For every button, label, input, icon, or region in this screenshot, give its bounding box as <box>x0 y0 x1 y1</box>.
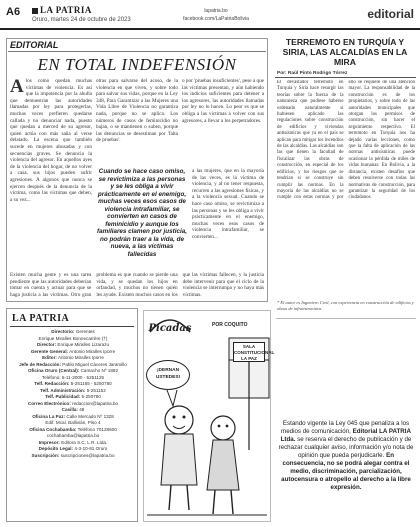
editorial-divider <box>8 51 266 52</box>
facebook-link[interactable]: facebook.com/LaPatriaBolivia <box>183 16 249 22</box>
masthead-row-label: Depósito Legal: <box>38 446 74 451</box>
masthead-divider <box>10 326 134 327</box>
cartoon-logo-graphic <box>146 312 194 338</box>
masthead-row-label: Jefe de Redacción: <box>19 361 61 367</box>
header-links <box>176 7 256 23</box>
notice-divider <box>276 318 416 319</box>
header-divider <box>0 28 420 30</box>
masthead-row-label: Oficina La Paz: <box>32 413 66 419</box>
masthead-row-label: Oficina Cochabamba: <box>29 426 77 432</box>
masthead-row-label: Directorio: <box>51 329 75 334</box>
editorial-bottom-text: Existen mucha gente y es una tarea pendiente que las autoridades deberían tomar en cuenta y actuar para que se haga justicia a las víctimas. Otro gran problema es que cuando se pierde una vida, y se quedan los hijos en orfandad, y muchos no tienen quién les ayude. Existen muchos casos en los que las víctimas fallecen, y la justicia debe intervenir para que el ciclo de la violencia se interrumpa y no haya más víctimas. <box>10 272 264 298</box>
brand-logo <box>32 5 92 15</box>
masthead-row-value: Antonio Miralles Iporre <box>69 348 116 354</box>
masthead-row-value: Enrique Miralles Lizarazu <box>57 342 109 347</box>
header-date: Oruro, martes 24 de octubre de 2023 <box>32 17 131 23</box>
masthead-row-label: Director: <box>36 342 57 347</box>
editorial-column-1 <box>10 78 92 270</box>
masthead-row-value: Enrique Miralles Bonnecarrère (†) <box>38 335 108 341</box>
editorial-bottom <box>10 272 264 298</box>
masthead-title: LA PATRIA <box>12 313 70 324</box>
cartoon-sign: SALA CONSTITUCIONAL LA PAZ <box>234 344 275 361</box>
masthead-row-value: 5-250780 <box>81 394 101 399</box>
masthead-row-value: Pablo Miguel Cáceres Jaramillo <box>62 361 127 367</box>
page-header <box>0 0 420 34</box>
article-author-note: * El autor es Ingeniero Civil, con experiencia en construcción de edificios y obras de infraestructura. <box>277 300 414 311</box>
editorial-column-1-text: los como quedan muchas víctimas de violencia. Es así que la impotencia por la ahulla que demuestran las autoridades llamadas por ley para protegerlas, muchas veces prefieren quedarse callada y no denunciar nada, puesto que quedan a merced de su agresor, quien actúa con más saña al verse delatado. La escena que también sucede en mujeres abusadas y con secuencias graves. Se denuncia la violencia del agresor. En aquellos ayes de la violencia del hogar, de no volver a casa, sus hijos pueden sufrir agresiones. A algunos que nunca se ejercen después de la denuncia de la víctima, como las víctimas que deben, a su vez... <box>10 78 92 203</box>
masthead-row-label: Oficina Oruro (Central): <box>27 368 80 373</box>
masthead-row-label: Telf. Redacción: <box>34 381 70 386</box>
masthead-row-label: Casilla: <box>61 407 78 412</box>
brand-mark-icon <box>32 8 38 14</box>
masthead-row-label: Telf. Administración: <box>40 387 86 393</box>
masthead-row-value: redaccion@lapatria.bo <box>72 400 119 406</box>
masthead-row-value: Calle Mercado Nº 1328 <box>66 413 114 419</box>
masthead-row-value: Edif. Mcal. Ballivián, Piso 4 <box>45 420 101 425</box>
notice-text-2: se reserva el derecho de publicación y de rechazar cualquier aviso, información y/o nota de opinión que pueda perjudicarle. <box>278 436 414 459</box>
masthead-row-label: Telf. Publicidad: <box>45 394 81 399</box>
notice-text-1: Estando vigente la Ley 045 que penaliza a los medios de comunicación, <box>281 420 410 435</box>
article-body: El devastador terremoto en Turquía y Siria hace resurgir las teorías sobre la fuerza de la naturaleza que pudiese haberse ordenado naturalmente si hubiesen aplicado las regulaciones sobre construcción de edificios y viviendas antisísmicas que ya en el país se aplican para mitigar los incendios de las alcaldías. Las alcaldías son las que tienen la facultad de fiscalizar las obras de construcción, en especial de los edificios, y los riesgos que se tendrían si se construye sin cumplir las normas. En la mayoría de las alcaldías no se cumple con estas normas y por ello se requiere de una atención mayor. La responsabilidad de la construcción es de los propietarios, y sobre todo de las autoridades municipales que otorgan los permisos de construcción, sin hacer el seguimiento respectivo. El terremoto en Turquía nos ha dejado varias lecciones, como que la falta de aplicación de las normas antisísmicas puede ocasionar la pérdida de miles de vidas humanas. En Bolivia, a la distancia, existen desafíos que deben resolverse con todas las normativas de construcción, para garantizar la seguridad de los ciudadanos. <box>277 80 415 201</box>
speech-bubble: ¡DERNAN USTEDES! <box>146 360 190 390</box>
masthead-row-value: 4-3-10-91 Oruro <box>74 446 108 451</box>
masthead-row-value: 5-251165 - 5250780 <box>70 381 112 386</box>
masthead-row-value: Teléfono: 5-11-2000 - 5251125 <box>41 374 105 380</box>
masthead-row-value: Teléfono 70128600 <box>77 426 117 432</box>
masthead-row-label: Impresor: <box>38 439 60 445</box>
masthead-row-value: Editora S.C. L.R. Ltda. <box>61 439 108 445</box>
editorial-column-3: o por 'pruebas insuficientes', pese a que las víctimas presentan, y aún habiendo los indicios suficientes para detener a los agresores, las autoridades llamadas por ley no lo hacen. Lo peor es que se obliga a las víctimas a volver con sus agresores, a llevar a los perpetradores. <box>182 78 264 124</box>
cartoon-logo <box>146 312 194 338</box>
masthead-list <box>12 329 134 459</box>
editorial-label: EDITORIAL <box>10 40 59 50</box>
cartoon-logo-text: Picadas <box>148 323 192 334</box>
masthead-row-value: 5-251152 <box>86 387 106 393</box>
section-title: editorial <box>367 7 414 21</box>
masthead-row-label: Suscripción: <box>31 452 60 458</box>
pull-quote: Cuando se hace caso omiso, se revictimiza a las personas y se les obliga a vivir prácticamente en el enemigo, muchas veces esos casos de violencia intrafamiliar, se convierten en casos de feminicidio y aunque los familiares clamen por justicia, no podrán traer a la vida, de nueva, a las víctimas fallecidas <box>97 168 187 258</box>
masthead-row-value: suscripciones@lapatria.bo <box>60 452 115 458</box>
website-link[interactable]: lapatria.bo <box>204 8 228 14</box>
editorial-title: EN TOTAL INDEFENSIÓN <box>37 55 237 74</box>
masthead-row-value: Antonio Miralles Iporre <box>57 355 104 360</box>
masthead-row <box>12 453 134 460</box>
notice-warning: En consecuencia, no se podrá alegar contra el medio, discriminación, parcialización, autocensura o atropello al derecho a la libre expresión. <box>281 452 411 491</box>
editorial-column-2: otras para salvarse del acoso, de la violencia en que viven, y sobre todo para salvar sus vidas, porque en la Ley 348, Para Garantizar a las Mujeres una Vida Libre de Violencia no garantiza nada, porque no se aplica. Los números de casos de feminicidio no bajan, o se mantienen o suben, porque las denuncias se desestiman por 'falta de pruebas'. <box>96 78 178 144</box>
brand-name: LA PATRIA <box>40 5 92 15</box>
cartoon-author: POR COQUITO <box>212 322 248 328</box>
legal-notice <box>276 420 416 524</box>
article-divider <box>275 77 416 78</box>
page-number: A6 <box>6 6 21 18</box>
masthead-row-label: Correo Electrónico: <box>27 400 71 406</box>
masthead-row-value: Camacho Nº 1892 <box>80 368 119 373</box>
masthead-row-label: Editor: <box>42 355 57 360</box>
drop-cap: A <box>10 78 24 97</box>
notice-company: Editorial LA PATRIA Ltda. <box>280 428 411 443</box>
article-author: Por: Raúl Pinto Rodrigo Tórrez <box>277 71 348 76</box>
masthead-row-label: Gerente General: <box>30 348 69 354</box>
masthead-row-value: Gerentes <box>75 329 95 334</box>
article-title: TERREMOTO EN TURQUÍA Y SIRIA, LAS ALCALDÍAS EN LA MIRA <box>282 37 408 67</box>
masthead-row-value: 48 <box>79 407 85 412</box>
editorial-column-3b: a las mujeres, que en la mayoría de las veces, es la víctima de violencia, y al no tener respuesta, recurren a las agresiones físicas, y a la violencia sexual. Cuando se hace caso omiso, se revictimiza a las personas y se les obliga a vivir prácticamente en el enemigo, muchas veces esos casos de violencia intrafamiliar, se convierten... <box>192 168 264 240</box>
masthead-row-value: cochabamba@lapatria.bo <box>46 433 100 438</box>
